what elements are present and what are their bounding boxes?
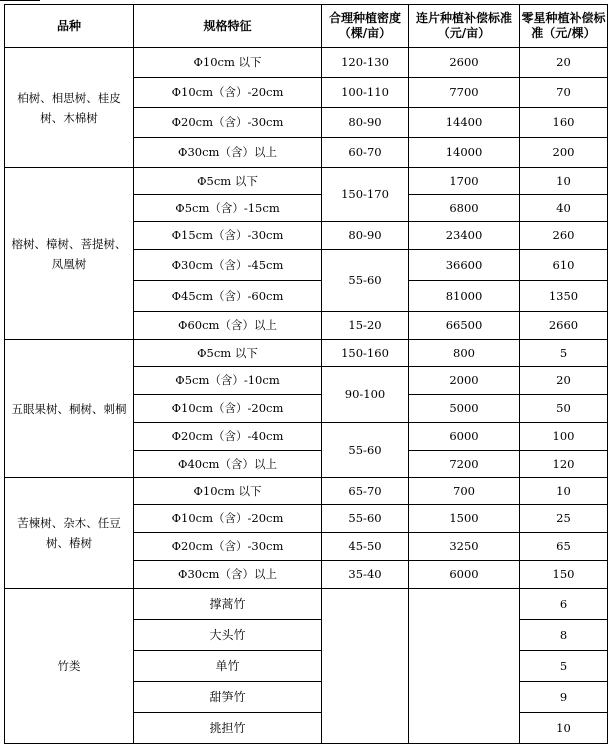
single-comp-cell: 9 (520, 682, 608, 713)
single-comp-cell: 50 (520, 395, 608, 423)
density-cell: 45-50 (322, 533, 409, 561)
category-cell: 柏树、相思树、桂皮树、木棉树 (5, 48, 134, 168)
header-area-comp: 连片种植补偿标准（元/亩） (409, 5, 520, 48)
spec-cell: Φ5cm 以下 (134, 340, 322, 367)
table-row (5, 168, 608, 195)
area-comp-cell: 14000 (409, 138, 520, 168)
density-cell: 15-20 (322, 312, 409, 340)
category-cell: 苦楝树、杂木、任豆树、椿树 (5, 478, 134, 589)
spec-cell: Φ5cm（含）-10cm (134, 367, 322, 395)
header-row (5, 5, 608, 48)
density-cell: 55-60 (322, 250, 409, 312)
density-cell (322, 589, 409, 744)
area-comp-cell: 800 (409, 340, 520, 367)
spec-cell: 大头竹 (134, 620, 322, 651)
spec-cell: Φ60cm（含）以上 (134, 312, 322, 340)
spec-cell: Φ10cm（含）-20cm (134, 395, 322, 423)
single-comp-cell: 10 (520, 713, 608, 744)
category-cell: 竹类 (5, 589, 134, 744)
category-cell: 五眼果树、桐树、刺桐 (5, 340, 134, 478)
spec-cell: Φ30cm（含）以上 (134, 561, 322, 589)
single-comp-cell: 20 (520, 48, 608, 78)
spec-cell: Φ20cm（含）-40cm (134, 423, 322, 451)
spec-cell: Φ45cm（含）-60cm (134, 281, 322, 312)
header-density: 合理种植密度（棵/亩） (322, 5, 409, 48)
single-comp-cell: 260 (520, 222, 608, 250)
single-comp-cell: 2660 (520, 312, 608, 340)
density-cell: 150-170 (322, 168, 409, 222)
single-comp-cell: 10 (520, 168, 608, 195)
density-cell: 60-70 (322, 138, 409, 168)
single-comp-cell: 70 (520, 78, 608, 108)
density-cell: 150-160 (322, 340, 409, 367)
spec-cell: Φ15cm（含）-30cm (134, 222, 322, 250)
spec-cell: Φ20cm（含）-30cm (134, 108, 322, 138)
table-row (5, 589, 608, 620)
single-comp-cell: 6 (520, 589, 608, 620)
density-cell: 80-90 (322, 108, 409, 138)
density-cell: 55-60 (322, 505, 409, 533)
area-comp-cell: 2600 (409, 48, 520, 78)
single-comp-cell: 10 (520, 478, 608, 505)
single-comp-cell: 8 (520, 620, 608, 651)
spec-cell: Φ20cm（含）-30cm (134, 533, 322, 561)
density-cell: 35-40 (322, 561, 409, 589)
single-comp-cell: 5 (520, 651, 608, 682)
single-comp-cell: 160 (520, 108, 608, 138)
density-cell: 65-70 (322, 478, 409, 505)
area-comp-cell: 1500 (409, 505, 520, 533)
area-comp-cell: 6800 (409, 195, 520, 222)
area-comp-cell: 66500 (409, 312, 520, 340)
top-rule (0, 0, 40, 1)
single-comp-cell: 40 (520, 195, 608, 222)
area-comp-cell: 7700 (409, 78, 520, 108)
single-comp-cell: 1350 (520, 281, 608, 312)
spec-cell: Φ30cm（含）-45cm (134, 250, 322, 281)
area-comp-cell: 700 (409, 478, 520, 505)
spec-cell: Φ10cm（含）-20cm (134, 78, 322, 108)
spec-cell: 单竹 (134, 651, 322, 682)
area-comp-cell: 5000 (409, 395, 520, 423)
header-variety: 品种 (5, 5, 134, 48)
area-comp-cell: 81000 (409, 281, 520, 312)
spec-cell: 挑担竹 (134, 713, 322, 744)
density-cell: 80-90 (322, 222, 409, 250)
single-comp-cell: 25 (520, 505, 608, 533)
density-cell: 55-60 (322, 423, 409, 478)
spec-cell: Φ10cm（含）-20cm (134, 505, 322, 533)
spec-cell: Φ5cm 以下 (134, 168, 322, 195)
area-comp-cell: 23400 (409, 222, 520, 250)
table-row (5, 48, 608, 78)
header-single-comp: 零星种植补偿标准（元/棵） (520, 5, 608, 48)
spec-cell: Φ10cm 以下 (134, 48, 322, 78)
density-cell: 120-130 (322, 48, 409, 78)
area-comp-cell: 14400 (409, 108, 520, 138)
area-comp-cell: 6000 (409, 561, 520, 589)
table-row (5, 478, 608, 505)
single-comp-cell: 100 (520, 423, 608, 451)
spec-cell: Φ30cm（含）以上 (134, 138, 322, 168)
area-comp-cell: 6000 (409, 423, 520, 451)
single-comp-cell: 20 (520, 367, 608, 395)
spec-cell: 甜笋竹 (134, 682, 322, 713)
single-comp-cell: 65 (520, 533, 608, 561)
single-comp-cell: 150 (520, 561, 608, 589)
area-comp-cell: 36600 (409, 250, 520, 281)
table-row (5, 340, 608, 367)
area-comp-cell (409, 589, 520, 744)
category-cell: 榕树、樟树、菩提树、凤凰树 (5, 168, 134, 340)
compensation-table (4, 4, 608, 744)
spec-cell: Φ40cm（含）以上 (134, 451, 322, 478)
area-comp-cell: 1700 (409, 168, 520, 195)
area-comp-cell: 2000 (409, 367, 520, 395)
area-comp-cell: 3250 (409, 533, 520, 561)
header-spec: 规格特征 (134, 5, 322, 48)
single-comp-cell: 120 (520, 451, 608, 478)
spec-cell: 撑蒿竹 (134, 589, 322, 620)
spec-cell: Φ10cm 以下 (134, 478, 322, 505)
single-comp-cell: 610 (520, 250, 608, 281)
single-comp-cell: 200 (520, 138, 608, 168)
area-comp-cell: 7200 (409, 451, 520, 478)
density-cell: 90-100 (322, 367, 409, 423)
single-comp-cell: 5 (520, 340, 608, 367)
spec-cell: Φ5cm（含）-15cm (134, 195, 322, 222)
density-cell: 100-110 (322, 78, 409, 108)
